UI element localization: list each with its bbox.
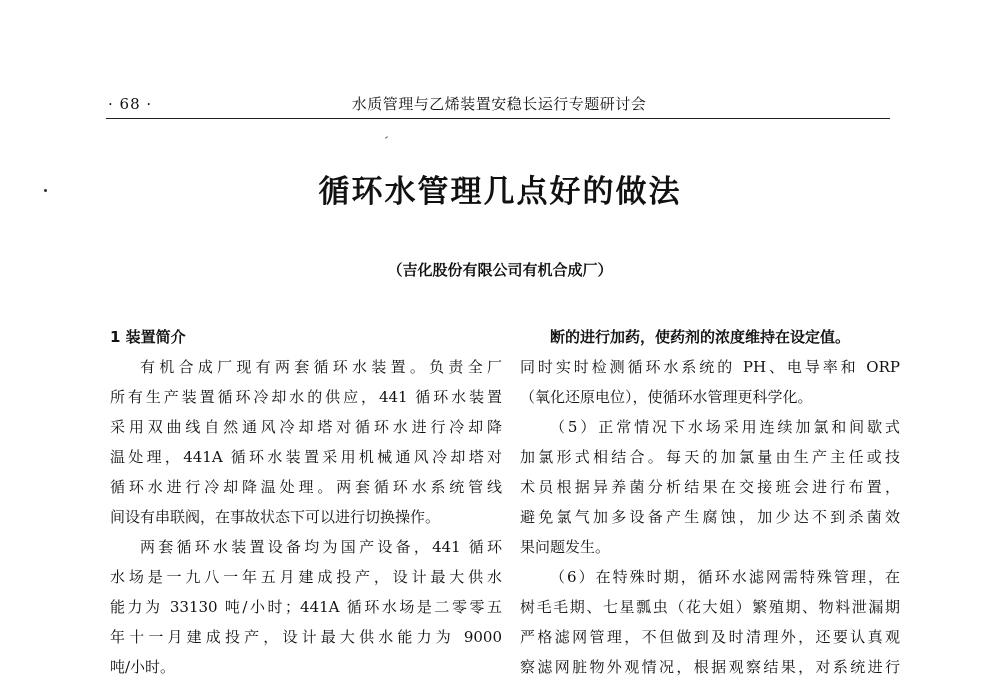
left-column — [110, 322, 502, 682]
body-line: 水场是一九八一年五月建成投产，设计最大供水 — [110, 568, 502, 586]
body-line: 果问题发生。 — [520, 538, 611, 556]
body-line: 两套循环水装置设备均为国产设备，441 循环 — [140, 538, 502, 556]
body-line: 察滤网脏物外观情况，根据观察结果，对系统进行 — [520, 658, 900, 676]
page-number: · 68 · — [108, 95, 153, 113]
running-title: 水质管理与乙烯装置安稳长运行专题研讨会 — [351, 95, 647, 113]
right-column — [520, 322, 900, 682]
body-line: （氧化还原电位），使循环水管理更科学化。 — [520, 388, 813, 406]
section-heading: 1 装置简介 — [110, 328, 186, 346]
body-line: 加氯形式相结合。每天的加氯量由生产主任或技 — [520, 448, 900, 466]
body-line: 同时实时检测循环水系统的 PH、电导率和 ORP — [520, 358, 900, 376]
body-line: （6）在特殊时期，循环水滤网需特殊管理，在 — [550, 568, 900, 586]
body-line: 树毛毛期、七星瓢虫（花大姐）繁殖期、物料泄漏期 — [520, 598, 900, 616]
scan-speck — [385, 136, 388, 139]
body-line: 采用双曲线自然通风冷却塔对循环水进行冷却降 — [110, 418, 502, 436]
body-line: 温处理，441A 循环水装置采用机械通风冷却塔对 — [110, 448, 502, 466]
body-line: 断的进行加药，使药剂的浓度维持在设定值。 — [550, 328, 851, 346]
body-line: （5）正常情况下水场采用连续加氯和间歇式 — [550, 418, 900, 436]
body-line: 年十一月建成投产，设计最大供水能力为 9000 — [110, 628, 502, 646]
body-line: 严格滤网管理，不但做到及时清理外，还要认真观 — [520, 628, 900, 646]
body-line: 能力为 33130 吨/小时；441A 循环水场是二零零五 — [110, 598, 502, 616]
body-line: 间设有串联阀，在事故状态下可以进行切换操作。 — [110, 508, 441, 526]
body-line: 吨/小时。 — [110, 658, 176, 676]
body-line: 术员根据异养菌分析结果在交接班会进行布置， — [520, 478, 900, 496]
author-affiliation: （吉化股份有限公司有机合成厂） — [387, 261, 613, 279]
body-line: 有机合成厂现有两套循环水装置。负责全厂 — [140, 358, 502, 376]
article-title: 循环水管理几点好的做法 — [318, 174, 682, 210]
body-line: 避免氯气加多设备产生腐蚀，加少达不到杀菌效 — [520, 508, 900, 526]
body-line: 所有生产装置循环冷却水的供应，441 循环水装置 — [110, 388, 502, 406]
header-rule — [106, 118, 890, 119]
body-line: 循环水进行冷却降温处理。两套循环水系统管线 — [110, 478, 502, 496]
running-header — [108, 94, 890, 118]
